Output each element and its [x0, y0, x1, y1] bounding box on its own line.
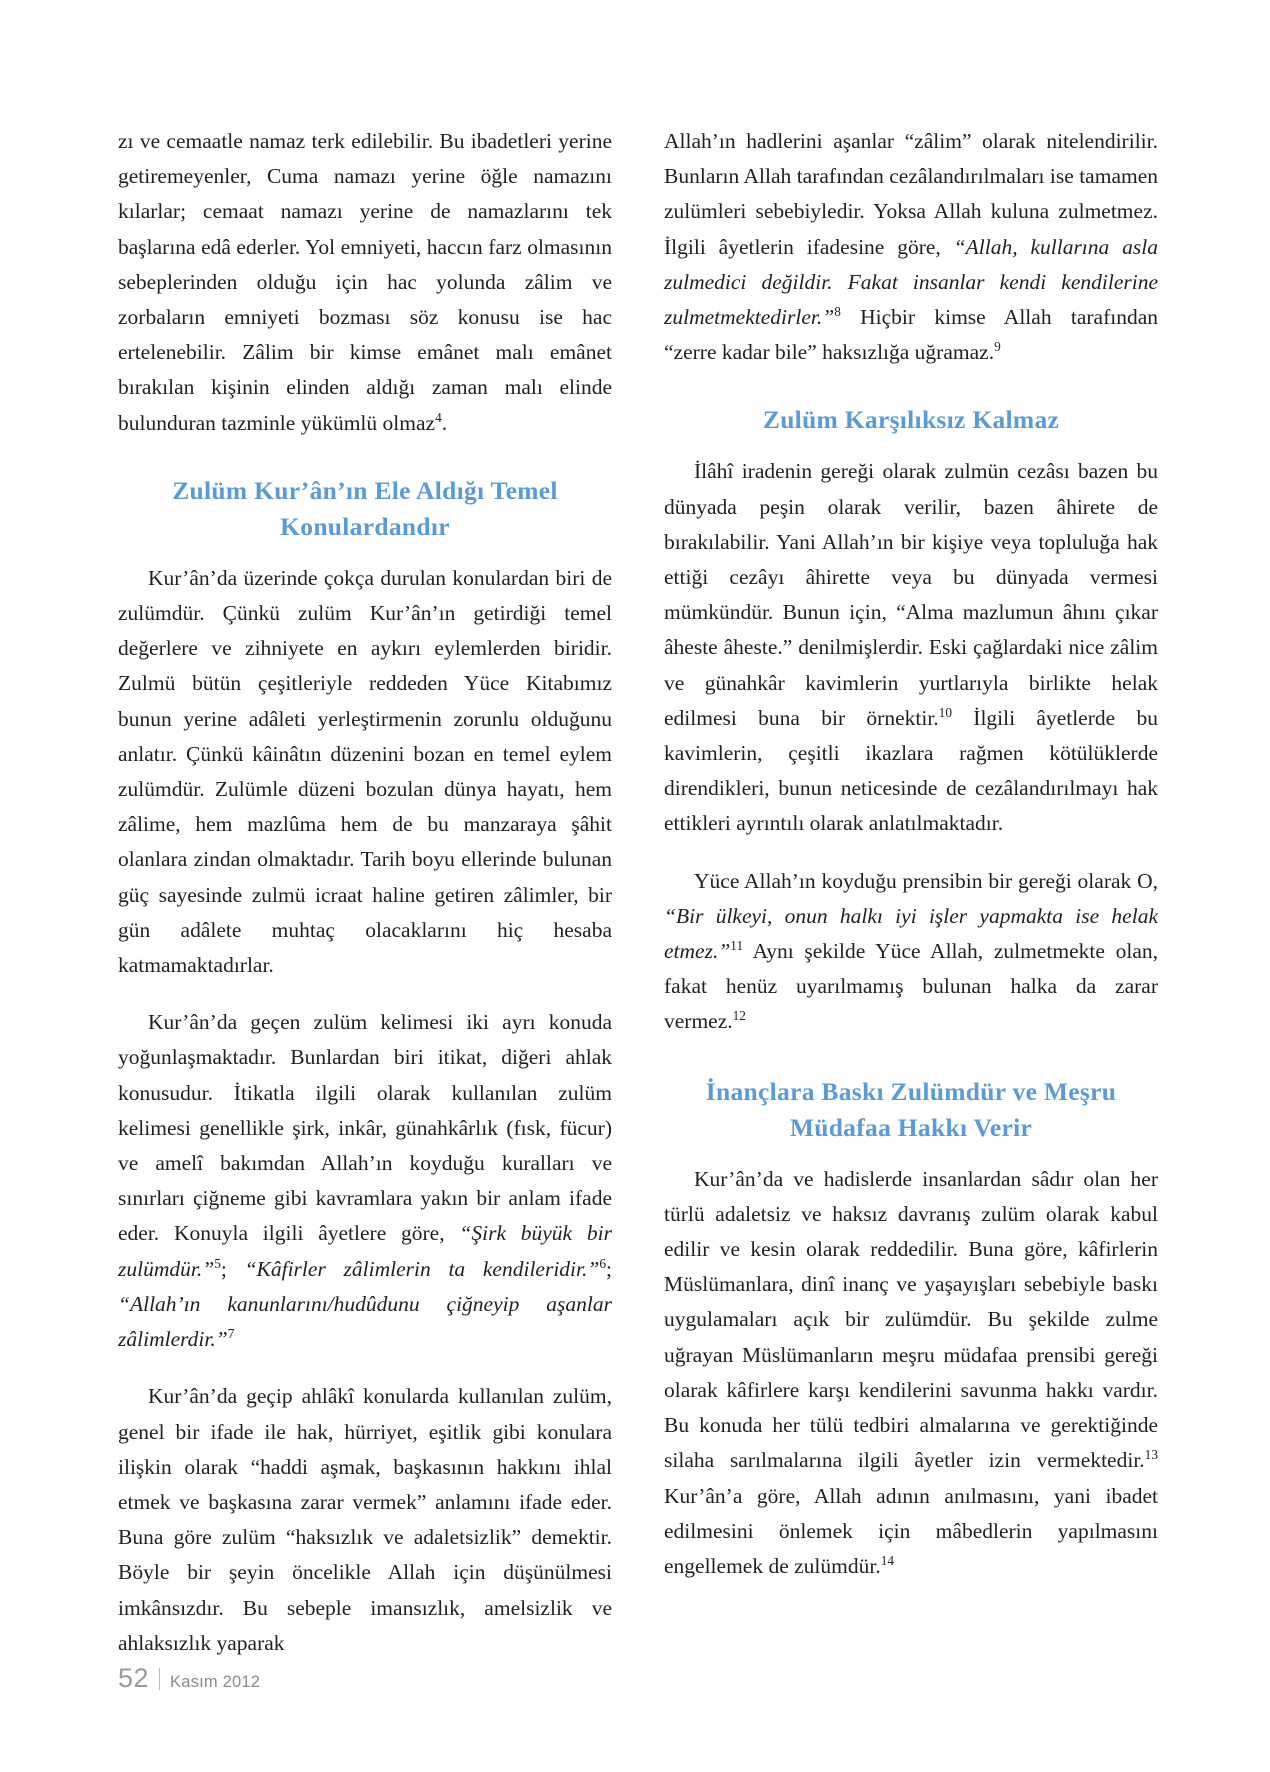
paragraph-text-2: Hiçbir kimse Allah tarafından “zerre kadar bile” haksızlığa uğramaz.: [664, 305, 1158, 365]
footnote-marker-7: 7: [227, 1325, 235, 1341]
separator-text: ;: [220, 1256, 245, 1281]
quote-allahin-kanunlarini: “Allah’ın kanunlarını/hudûdunu çiğneyip aşanlar zâlimlerdir.”: [118, 1291, 612, 1352]
footnote-marker-12: 12: [732, 1008, 746, 1024]
paragraph-text-end: .: [441, 410, 448, 435]
section-heading-zulum-kuranin-ele-aldigi: Zulüm Kur’ân’ın Ele Aldığı Temel Konulardandır: [172, 475, 558, 541]
footnote-marker-4: 4: [435, 409, 442, 425]
footnote-marker-14: 14: [880, 1552, 895, 1568]
two-column-text-body: [118, 124, 1158, 1661]
footer-divider: [159, 1668, 160, 1690]
footnote-marker-13: 13: [1144, 1447, 1158, 1463]
paragraph-kuranda-gecip-ahlaki: Kur’ân’da geçip ahlâkî konularda kullanılan zulüm, genel bir ifade ile hak, hürriyet, eşitlik gibi konulara ilişkin olarak “haddi aşmak, başkasının hakkını ihlal etmek ve başkasına zarar vermek” anlamını ifade eder. Buna göre zulüm “haksızlık ve adaletsizlik” demektir. Böyle bir şeyin öncelikle Allah için düşünülmesi imkânsızdır. Bu sebeple imansızlık, amelsizlik ve ahlaksızlık yaparak: [118, 1384, 612, 1655]
paragraph-ilahi-iradenin: [664, 454, 1158, 841]
paragraph-text: zı ve cemaatle namaz terk edilebilir. Bu ibadetleri yerine getiremeyenler, Cuma namazı yerine öğle namazını kılarlar; cemaat namazı yerine de namazlarını tek başlarına edâ ederler. Yol emniyeti, haccın farz olmasının sebeplerinden olduğu için hac yolunda zâlim ve zorbaların emniyeti bozması söz konusu ise hac ertelenebilir. Zâlim bir kimse emânet malı emânet bırakılan kişinin elinden aldığı zaman malı elinde bulunduran tazminle yükümlü olmaz: [118, 129, 612, 435]
paragraph-kuranda-uzerinde: Kur’ân’da üzerinde çokça durulan konulardan biri de zulümdür. Çünkü zulüm Kur’ân’ın getirdiği temel değerlere ve zihniyete en aykırı eylemlerden biridir. Zulmü bütün çeşitleriyle reddeden Yüce Kitabımız bunun yerine adâleti yerleştirmenin zorunlu olduğunu anlatır. Çünkü kâinâtın düzenini bozan en temel eylem zulümdür. Zulümle düzeni bozulan dünya hayatı, hem zâlime, hem mazlûma hem de bu manzaraya şâhit olanlara zindan olmaktadır. Tarih boyu ellerinde bulunan güç sayesinde zulmü icraat haline getiren zâlimler, bir gün adâlete muhtaç olacaklarını hiç hesaba katmamaktadırlar.: [118, 565, 612, 978]
issue-date: Kasım 2012: [170, 1673, 261, 1691]
paragraph-text: İlâhî iradenin gereği olarak zulmün cezâsı bazen bu dünyada peşin olarak verilir, bazen âhirete de bırakılabilir. Yani Allah’ın bir kişiye veya topluluğa hak ettiği cezâyı âhirette veya bu dünyada vermesi mümkündür. Bunun için, “Alma mazlumun âhını çıkar âheste âheste.” denilmişlerdir. Eski çağlardaki nice zâlim ve günahkâr kavimlerin yurtlarıyla birlikte helak edilmesi buna bir örnektir.: [664, 459, 1158, 730]
footnote-marker-6: 6: [599, 1255, 607, 1271]
paragraph-allahin-hadlerini: [664, 124, 1158, 370]
quote-kafirler-zalimlerin: “Kâfirler zâlimlerin ta kendileridir.”: [244, 1256, 600, 1281]
left-column: [118, 124, 612, 1661]
paragraph-text: Kur’ân’da ve hadislerde insanlardan sâdır olan her türlü adaletsiz ve haksız davranış zulüm olarak kabul edilir ve kesin olarak reddedilir. Buna göre, kâfirlerin Müslümanlara, dinî inanç ve yaşayışları sebebiyle baskı uygulamaları açık bir zulümdür. Bu şekilde zulme uğrayan Müslümanların meşru müdafaa prensibi gereği olarak kâfirlere karşı kendilerini savunma hakkı vardır. Bu konuda her tülü tedbiri almalarına ve gerektiğinde silaha sarılmalarına ilgili âyetler izin vermektedir.: [664, 1166, 1158, 1473]
paragraph-kuranda-gecen-zulum: [118, 1005, 612, 1357]
paragraph-kuranda-ve-hadislerde: [664, 1162, 1158, 1584]
footnote-marker-9: 9: [994, 339, 1001, 355]
page-number: 52: [118, 1663, 150, 1693]
paragraph-text: Allah’ın hadlerini aşanlar “zâlim” olarak nitelendirilir. Bunların Allah tarafından cezâlandırılmaları ise tamamen zulümleri sebebiyledir. Yoksa Allah kuluna zulmetmez. İlgili âyetlerin ifadesine göre,: [664, 129, 1158, 259]
footnote-marker-11: 11: [730, 937, 744, 953]
page-footer: [118, 1663, 260, 1694]
separator-text-2: ;: [606, 1256, 612, 1281]
paragraph-text: Yüce Allah’ın koyduğu prensibin bir gereği olarak O,: [694, 868, 1158, 893]
footnote-marker-10: 10: [938, 704, 952, 720]
right-column: [664, 124, 1158, 1661]
quote-allah-kullarina-asla: “Allah, kullarına asla zulmedici değildir. Fakat insanlar kendi kendilerine zulmetmektedirler.”: [664, 234, 1158, 330]
footnote-marker-8: 8: [834, 303, 841, 319]
paragraph-text-2: Kur’ân’a göre, Allah adının anılmasını, yani ibadet edilmesini önlemek için mâbedlerin yapılmasını engellemek de zulümdür.: [664, 1483, 1158, 1578]
paragraph-text-2: Aynı şekilde Yüce Allah, zulmetmekte olan, fakat henüz uyarılmamış bulunan halka da zarar vermez.: [664, 939, 1158, 1034]
paragraph-text: Kur’ân’da geçen zulüm kelimesi iki ayrı konuda yoğunlaşmaktadır. Bunlardan biri itikat, diğeri ahlak konusudur. İtikatla ilgili olarak kullanılan zulüm kelimesi genellikle şirk, inkâr, günahkârlık (fısk, fücur) ve amelî bakımdan Allah’ın koyduğu kuralları ve sınırları çiğneme gibi kavramlara yakın bir anlam ifade eder. Konuyla ilgili âyetlere göre,: [118, 1010, 612, 1246]
footnote-marker-5: 5: [214, 1255, 221, 1271]
quote-bir-ulkeyi: “Bir ülkeyi, onun halkı iyi işler yapmakta ise helak etmez.”: [664, 903, 1158, 964]
quote-sirk-buyuk-bir-zulumdur: “Şirk büyük bir zulümdür.”: [118, 1221, 612, 1281]
paragraph-continued: [118, 124, 612, 441]
section-heading-inanclara-baski-zulumdur: İnançlara Baskı Zulümdür ve Meşru Müdafaa Hakkı Verir: [705, 1076, 1117, 1142]
paragraph-yuce-allahin-koydugu: [664, 864, 1158, 1040]
paragraph-text-2: İlgili âyetlerde bu kavimlerin, çeşitli ikazlara rağmen kötülüklerde direndikleri, bunun neticesinde de cezâlandırılmayı hak ettikleri ayrıntılı olarak anlatılmaktadır.: [664, 705, 1158, 836]
section-heading-zulum-karsiliksiz-kalmaz: Zulüm Karşılıksız Kalmaz: [762, 405, 1060, 435]
